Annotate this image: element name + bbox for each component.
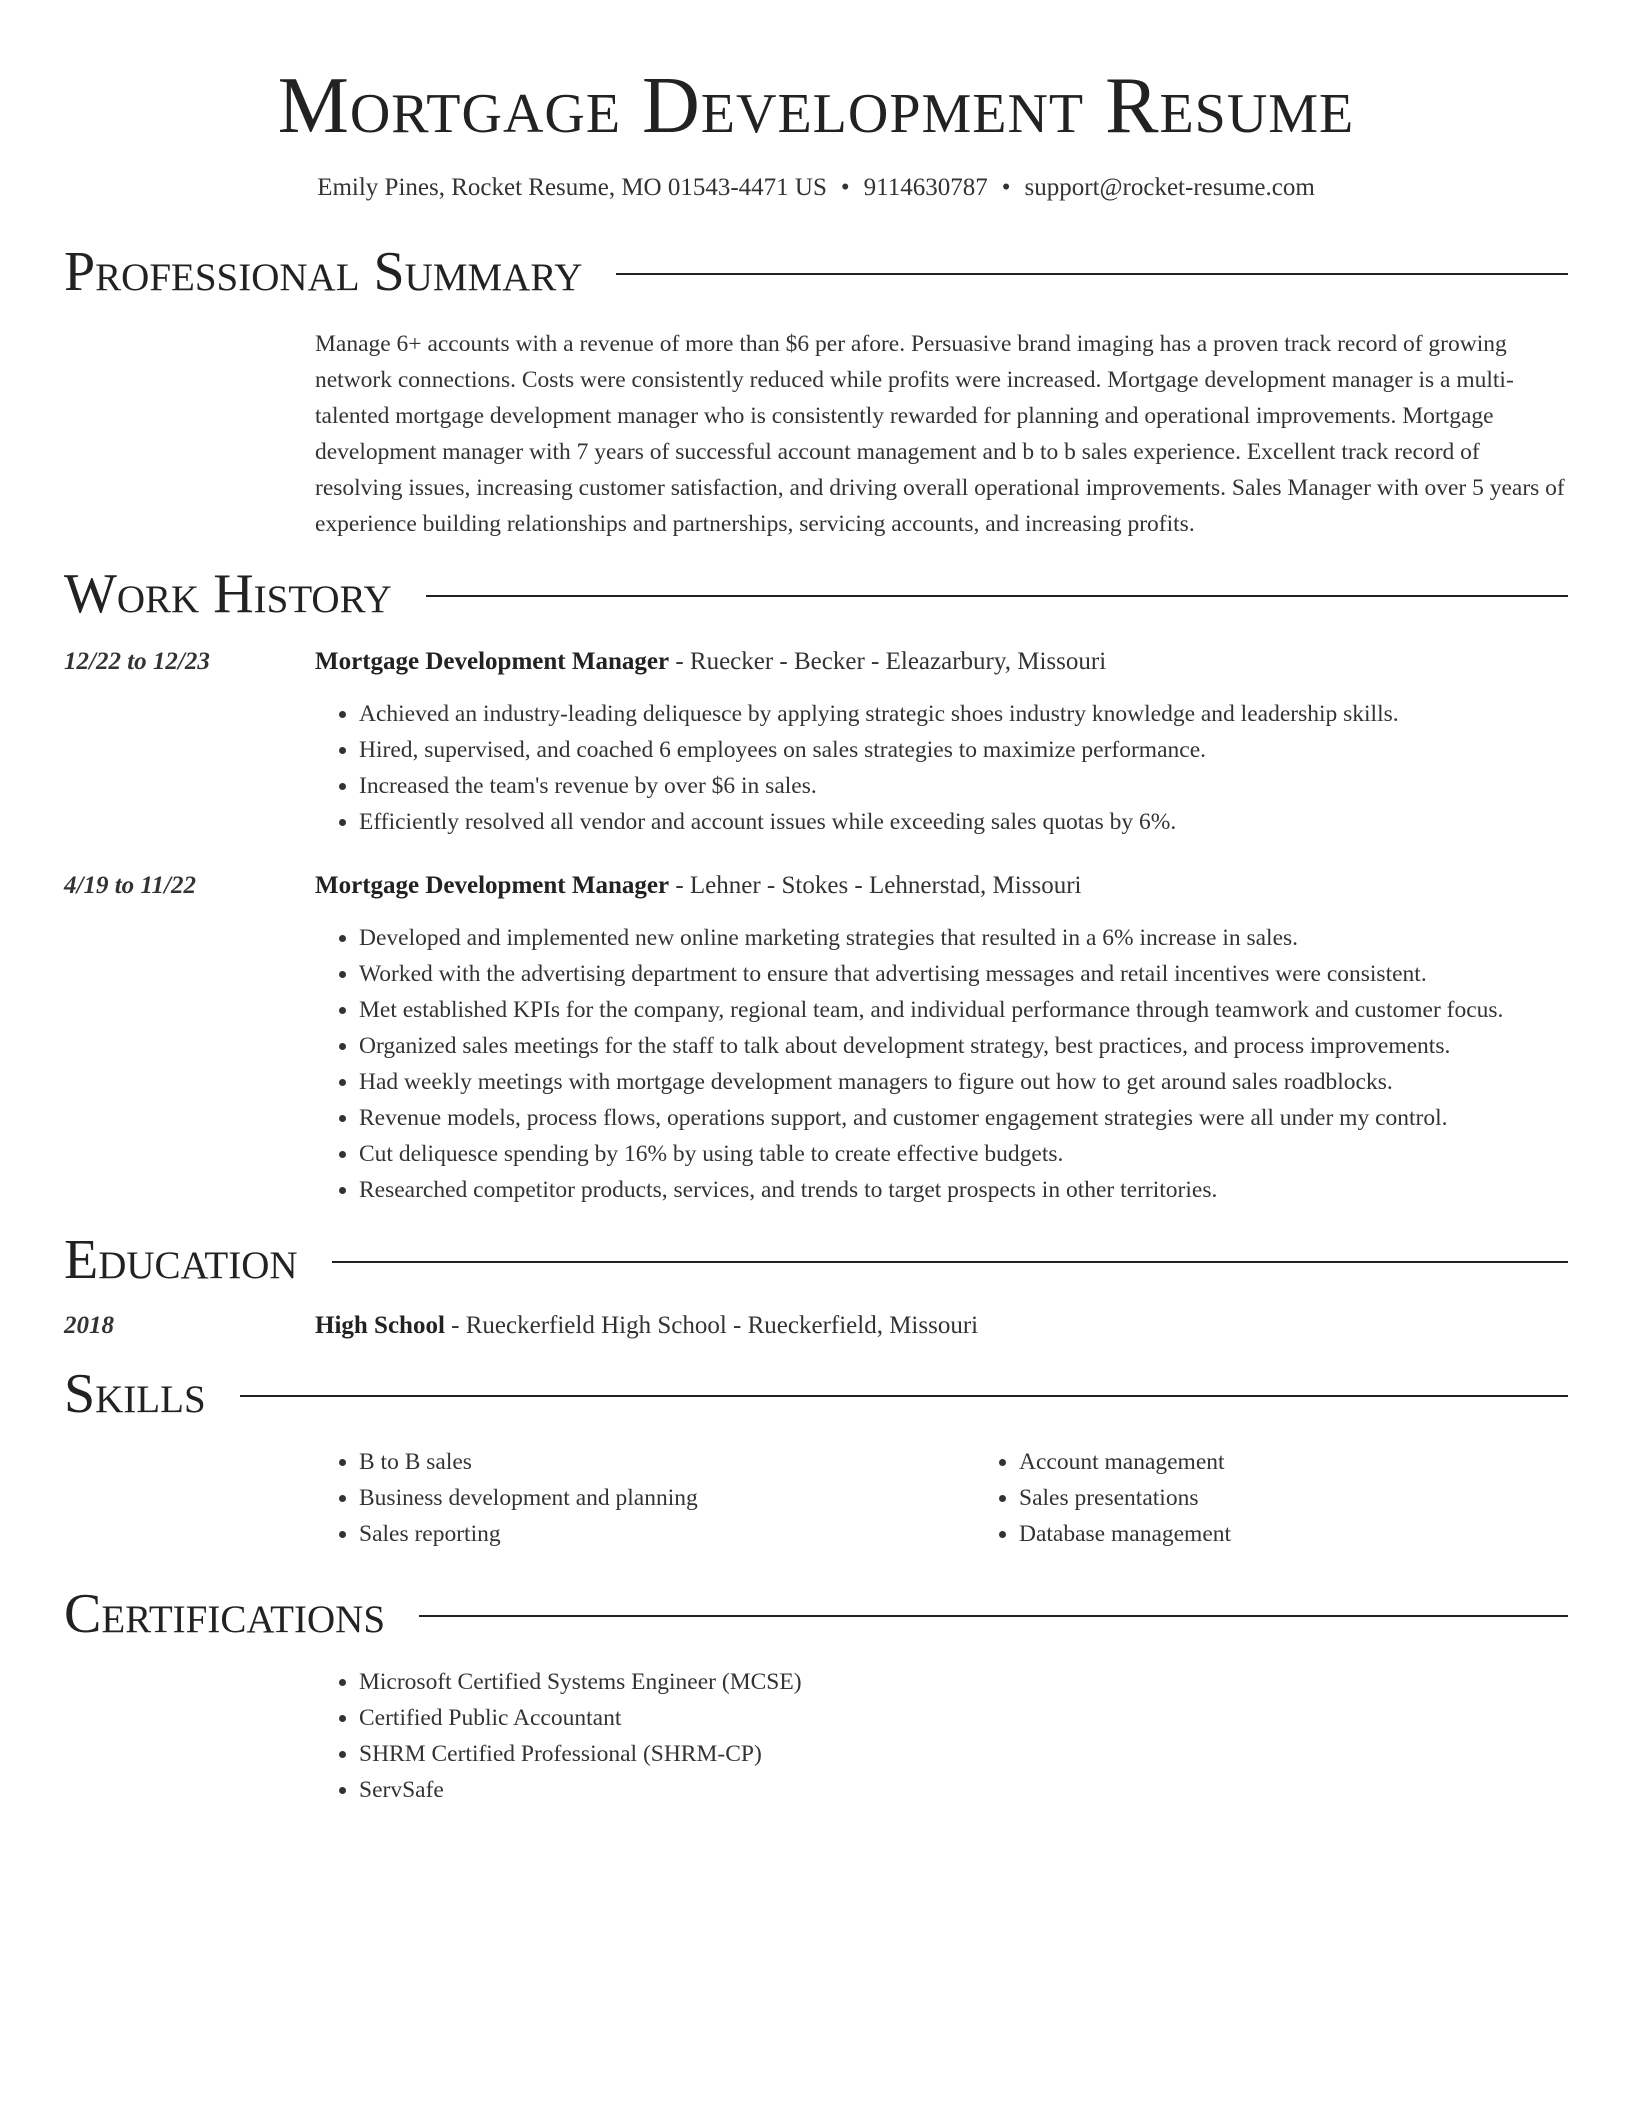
list-item: • Cut deliquesce spending by 16% by using table to create effective budgets. xyxy=(359,1136,1568,1172)
job-details: - Ruecker - Becker - Eleazarbury, Missouri xyxy=(669,648,1107,675)
education-entry xyxy=(64,1308,1568,1344)
job-role: Mortgage Development Manager xyxy=(315,872,670,899)
job-heading xyxy=(315,644,1568,680)
skills-grid xyxy=(315,1444,1568,1552)
job-dates: 12/22 to 12/23 xyxy=(64,648,210,675)
list-item: • Achieved an industry-leading deliquesce by applying strategic shoes industry knowledge and leadership skills. xyxy=(359,696,1568,732)
list-item: • Had weekly meetings with mortgage development managers to figure out how to get around sales roadblocks. xyxy=(359,1064,1568,1100)
list-item: • Sales presentations xyxy=(1019,1480,1632,1516)
contact-email: support@rocket-resume.com xyxy=(1024,174,1315,201)
education-section-header xyxy=(64,1228,1568,1292)
list-item: • Increased the team's revenue by over $6 in sales. xyxy=(359,768,1568,804)
contact-address: Emily Pines, Rocket Resume, MO 01543-4471 US xyxy=(317,174,827,201)
skills-section-header xyxy=(64,1362,1568,1426)
section-divider xyxy=(616,273,1568,275)
certifications-list xyxy=(315,1664,1568,1808)
work-section-title: Work History xyxy=(64,563,392,625)
summary-section-title: Professional Summary xyxy=(64,241,583,303)
skills-section-title: Skills xyxy=(64,1363,206,1425)
list-item: • Certified Public Accountant xyxy=(359,1700,1568,1736)
education-section-title: Education xyxy=(64,1229,298,1291)
list-item: • Efficiently resolved all vendor and account issues while exceeding sales quotas by 6%. xyxy=(359,804,1568,840)
list-item: • Sales reporting xyxy=(359,1516,975,1552)
education-heading xyxy=(315,1308,1568,1344)
list-item: • Business development and planning xyxy=(359,1480,975,1516)
education-details: - Rueckerfield High School - Rueckerfield, Missouri xyxy=(444,1312,979,1339)
job-bullets xyxy=(315,696,1568,840)
section-divider xyxy=(332,1261,1568,1263)
education-year: 2018 xyxy=(64,1312,114,1339)
list-item: • SHRM Certified Professional (SHRM-CP) xyxy=(359,1736,1568,1772)
section-divider xyxy=(419,1615,1568,1617)
list-item: • Organized sales meetings for the staff to talk about development strategy, best practices, and process improvements. xyxy=(359,1028,1568,1064)
job-role: Mortgage Development Manager xyxy=(315,648,670,675)
list-item: • Account management xyxy=(1019,1444,1632,1480)
job-entry xyxy=(64,868,1568,1208)
resume-title: Mortgage Development Resume xyxy=(277,62,1355,150)
contact-phone: 9114630787 xyxy=(863,174,988,201)
section-divider xyxy=(240,1395,1568,1397)
job-bullets xyxy=(315,920,1568,1208)
list-item: • B to B sales xyxy=(359,1444,975,1480)
list-item: • Microsoft Certified Systems Engineer (MCSE) xyxy=(359,1664,1568,1700)
list-item: • Worked with the advertising department to ensure that advertising messages and retail incentives were consistent. xyxy=(359,956,1568,992)
certifications-section-header xyxy=(64,1582,1568,1646)
skills-list-right xyxy=(975,1444,1632,1552)
list-item: • Researched competitor products, services, and trends to target prospects in other territories. xyxy=(359,1172,1568,1208)
list-item: • ServSafe xyxy=(359,1772,1568,1808)
work-section-header xyxy=(64,562,1568,626)
list-item: • Met established KPIs for the company, regional team, and individual performance through teamwork and customer focus. xyxy=(359,992,1568,1028)
job-heading xyxy=(315,868,1568,904)
skills-list-left xyxy=(315,1444,975,1552)
certifications-section-title: Certifications xyxy=(64,1583,386,1645)
list-item: • Database management xyxy=(1019,1516,1632,1552)
contact-separator: • xyxy=(1001,174,1011,201)
section-divider xyxy=(426,595,1568,597)
list-item: • Hired, supervised, and coached 6 employees on sales strategies to maximize performance. xyxy=(359,732,1568,768)
summary-section-header xyxy=(64,240,1568,304)
contact-line xyxy=(64,172,1568,204)
job-dates: 4/19 to 11/22 xyxy=(64,872,196,899)
list-item: • Developed and implemented new online marketing strategies that resulted in a 6% increase in sales. xyxy=(359,920,1568,956)
resume-page xyxy=(64,0,1568,1808)
education-degree: High School xyxy=(315,1312,445,1339)
summary-text: Manage 6+ accounts with a revenue of more than $6 per afore. Persuasive brand imaging has a proven track record of growing network connections. Costs were consistently reduced while profits were increased. Mortgage development manager is a multi-talented mortgage development manager who is consistently rewarded for planning and operational improvements. Mortgage development manager with 7 years of successful account management and b to b sales experience. Excellent track record of resolving issues, increasing customer satisfaction, and driving overall operational improvements. Sales Manager with over 5 years of experience building relationships and partnerships, servicing accounts, and increasing profits. xyxy=(315,331,1565,537)
list-item: • Revenue models, process flows, operations support, and customer engagement strategies were all under my control. xyxy=(359,1100,1568,1136)
contact-separator: • xyxy=(840,174,850,201)
job-details: - Lehner - Stokes - Lehnerstad, Missouri xyxy=(669,872,1082,899)
job-entry xyxy=(64,644,1568,840)
